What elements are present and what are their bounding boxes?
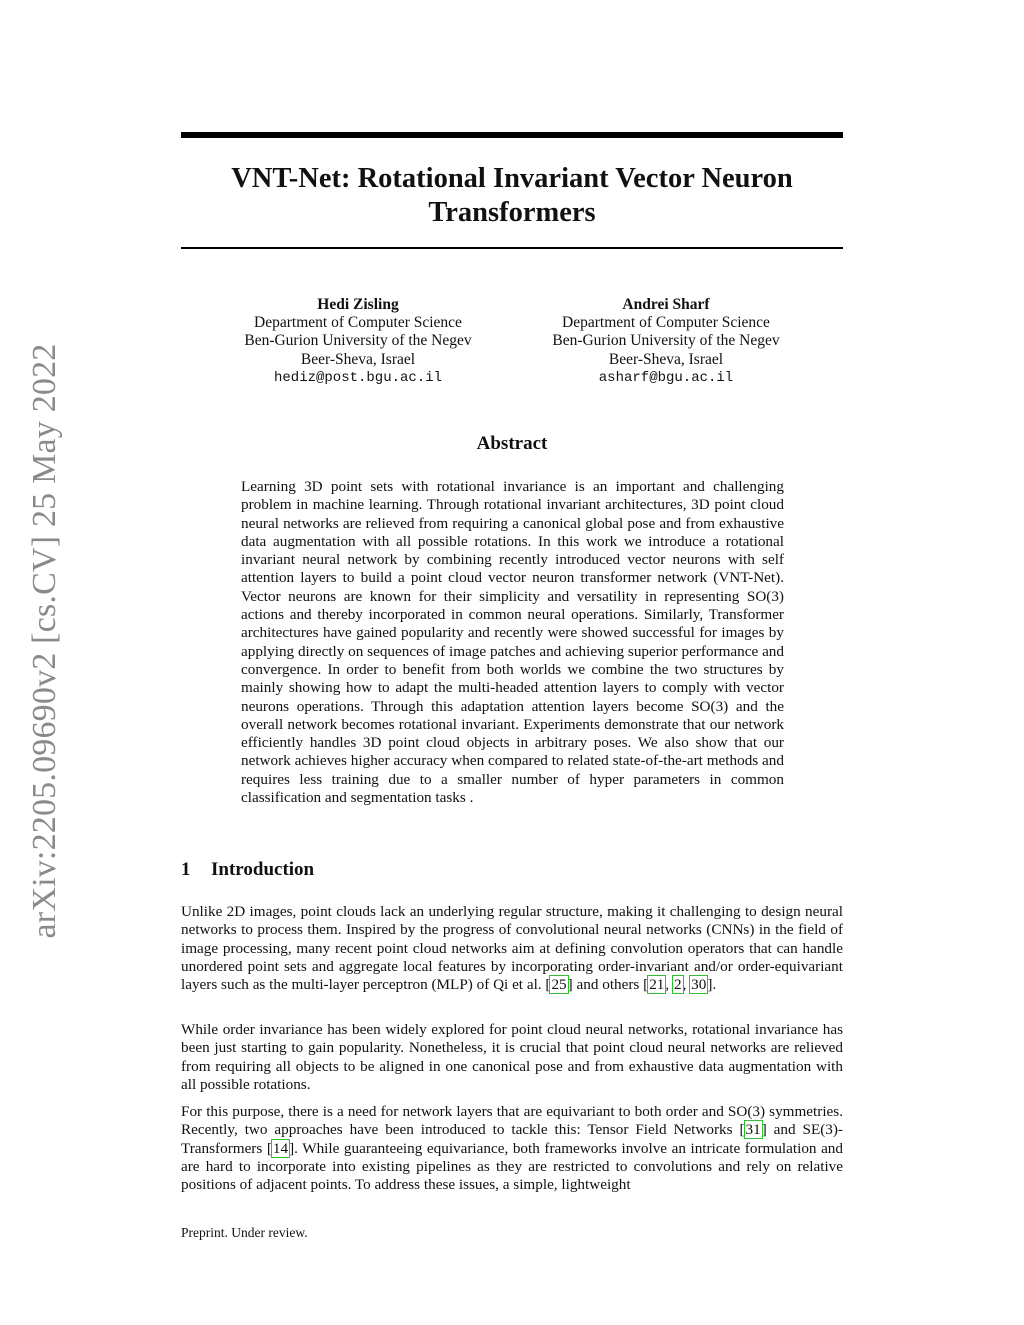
- citation-link[interactable]: 21: [649, 976, 665, 994]
- citation-separator: ,: [665, 976, 673, 994]
- citation-link[interactable]: 14: [272, 1139, 289, 1157]
- author-email: hediz@post.bgu.ac.il: [273, 369, 443, 386]
- section-number: 1: [181, 859, 191, 880]
- title-top-rule: [181, 132, 843, 138]
- arxiv-stamp: arXiv:2205.09690v2 [cs.CV] 25 May 2022: [26, 343, 63, 939]
- abstract-heading: Abstract: [476, 433, 548, 454]
- author-email: asharf@bgu.ac.il: [598, 369, 734, 386]
- section-heading-introduction: [181, 859, 314, 881]
- author-department: Department of Computer Science: [562, 314, 770, 332]
- paragraph-text: Unlike 2D images, point clouds lack an underlying regular structure, making it challenging to design neural networks to process them. Inspired by the progress of convolutional neural networks (CNNs) in the field of image processing, many recent point cloud networks aim at defining convolution operators that can handle unordered point sets and aggregate local features by incorporating order-invariant and/or order-equivariant layers such as the multi-layer perceptron (MLP) of Qi et al.: [181, 903, 843, 994]
- paper-title: VNT-Net: Rotational Invariant Vector Neuron Transformers: [231, 163, 793, 228]
- author-university: Ben-Gurion University of the Negev: [552, 332, 780, 350]
- author-block-1: [208, 296, 508, 387]
- author-name: Andrei Sharf: [622, 296, 710, 313]
- author-university: Ben-Gurion University of the Negev: [244, 332, 472, 350]
- section-title: Introduction: [211, 859, 315, 880]
- citation-link[interactable]: 25: [551, 976, 567, 994]
- author-location: Beer-Sheva, Israel: [608, 350, 724, 368]
- citation-link[interactable]: 30: [691, 976, 707, 994]
- author-department: Department of Computer Science: [254, 314, 462, 332]
- footer-note: Preprint. Under review.: [181, 1225, 308, 1240]
- citation-link[interactable]: 2: [673, 976, 682, 994]
- title-bottom-rule: [181, 247, 843, 249]
- citation-link[interactable]: 31: [745, 1121, 761, 1139]
- intro-paragraph-2: While order invariance has been widely explored for point cloud neural networks, rotational invariance has been just starting to gain popularity. Nonetheless, it is crucial that point cloud neural networks are relieved from requiring all objects to be aligned in one canonical pose and from exhaustive data augmentation with all possible rotations.: [181, 1021, 843, 1093]
- author-block-2: [516, 296, 816, 387]
- intro-paragraph-3: For this purpose, there is a need for network layers that are equivariant to both order and SO(3) symmetries. Recently, two approaches have been introduced to tackle this: Tensor Field Networks [31] and SE(3)-Transformers [14]. While guaranteeing equivariance, both frameworks involve an intricate formulation and are hard to incorporate into existing pipelines as they are restricted to convolutions and rely on relative positions of adjacent points. To address these issues, a simple, lightweight: [181, 1103, 843, 1194]
- abstract-text: Learning 3D point sets with rotational invariance is an important and challenging problem in machine learning. Through rotational invariant architectures, 3D point cloud neural networks are relieved from requiring a canonical global pose and from exhaustive data augmentation with all possible rotations. In this work we introduce a rotational invariant neural network by combining recently introduced vector neurons with self attention layers to build a point cloud vector neuron transformer network (VNT-Net). Vector neurons are known for their simplicity and versatility in representing SO(3) actions and thereby incorporated in common neural operations. Similarly, Transformer architectures have gained popularity and recently were showed successful for images by applying directly on sequences of image patches and achieving superior performance and convergence. In order to benefit from both worlds we combine the two structures by mainly showing how to adapt the multi-headed attention layers to comply with vector neurons operations. Through this adaptation attention layers become SO(3) and the overall network becomes rotational invariant. Experiments demonstrate that our network efficiently handles 3D point cloud objects in arbitrary poses. We also show that our network achieves higher accuracy when compared to related state-of-the-art methods and requires less training due to a smaller number of hyper parameters in common classification and segmentation tasks .: [241, 478, 784, 807]
- paragraph-text: and SE(3)-Transformers: [181, 1121, 843, 1157]
- paragraph-text: For this purpose, there is a need for network layers that are equivariant to both order and SO(3) symmetries. Recently, two approaches have been introduced to tackle this: Tensor Field Networks: [181, 1103, 843, 1139]
- author-location: Beer-Sheva, Israel: [300, 350, 416, 368]
- paragraph-text: and others [: [572, 976, 649, 994]
- citation-separator: ,: [682, 976, 691, 994]
- intro-paragraph-1: Unlike 2D images, point clouds lack an underlying regular structure, making it challenging to design neural networks to process them. Inspired by the progress of convolutional neural networks (CNNs) in the field of image processing, many recent point cloud networks aim at defining convolution operators that can handle unordered point sets and aggregate local features by incorporating order-invariant and/or order-equivariant layers such as the multi-layer perceptron (MLP) of Qi et al. [25] and others [21, 2, 30].: [181, 903, 843, 994]
- paragraph-text: ].: [707, 976, 717, 994]
- paragraph-text: . While guaranteeing equivariance, both frameworks involve an intricate formulation and are hard to incorporate into existing pipelines as they are restricted to convolutions and rely on relative positions of adjacent points. To address these issues, a simple, lightweight: [181, 1139, 843, 1194]
- author-name: Hedi Zisling: [317, 296, 399, 313]
